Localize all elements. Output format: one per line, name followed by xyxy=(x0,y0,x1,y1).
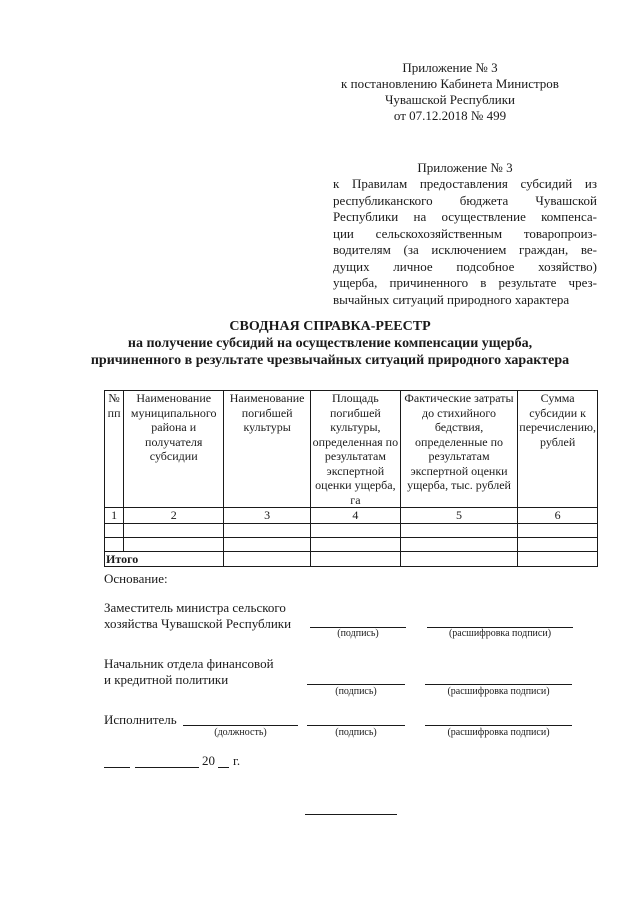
executor-signature-line xyxy=(307,725,405,726)
date-day-line xyxy=(104,767,130,768)
table-header-cell: Наименование муниципального района и получателя субсидии xyxy=(124,391,224,508)
closing-divider xyxy=(305,814,397,815)
column-number: 3 xyxy=(224,508,311,524)
table-cell xyxy=(518,523,598,537)
table-cell xyxy=(124,537,224,551)
table-cell xyxy=(124,523,224,537)
column-number: 6 xyxy=(518,508,598,524)
table-cell xyxy=(224,537,311,551)
table-cell xyxy=(224,523,311,537)
finance-signature-caption: (подпись) xyxy=(335,686,377,697)
table-cell xyxy=(105,523,124,537)
table-row xyxy=(105,523,598,537)
appendix-cabinet-line2: к постановлению Кабинета Министров xyxy=(341,76,559,91)
table-cell xyxy=(518,551,598,567)
table-cell xyxy=(518,537,598,551)
deputy-minister-line1: Заместитель министра сельского xyxy=(104,600,286,615)
executor-position-line xyxy=(183,725,298,726)
deputy-minister-line2: хозяйства Чувашской Республики xyxy=(104,616,292,631)
executor-decode-line xyxy=(425,725,572,726)
table-header-cell: Фактические затраты до стихийного бедствия, определенные по результатам экспертной оценки ущерба, тыс. рублей xyxy=(400,391,517,508)
appendix-cabinet-line4: от 07.12.2018 № 499 xyxy=(393,108,507,123)
appendix-rules-line: дущих личное подсобное хозяйство) xyxy=(333,258,597,274)
table-header-cell: Наименование погибшей культуры xyxy=(224,391,311,508)
appendix-cabinet-block xyxy=(300,60,600,124)
table-number-row xyxy=(105,508,598,524)
appendix-rules-line: Республики на осуществление компенса- xyxy=(333,209,597,224)
table-header-cell: № пп xyxy=(105,391,124,508)
table-cell xyxy=(400,523,517,537)
document-title-line2: на получение субсидий на осуществление компенсации ущерба, xyxy=(127,336,533,351)
appendix-rules-line: вычайных ситуаций природного характера xyxy=(333,291,570,307)
deputy-signature-caption: (подпись) xyxy=(337,628,379,639)
column-number: 2 xyxy=(124,508,224,524)
total-label: Итого xyxy=(105,551,224,567)
appendix-rules-title: Приложение № 3 xyxy=(417,160,513,175)
date-year-prefix: 20 xyxy=(202,753,215,768)
executor-decode-caption: (расшифровка подписи) xyxy=(447,727,550,738)
basis-label: Основание: xyxy=(104,571,168,586)
appendix-rules-line: к Правилам предоставления субсидий из xyxy=(333,176,597,191)
table-cell xyxy=(311,523,401,537)
document-title xyxy=(60,318,600,369)
column-number: 5 xyxy=(400,508,517,524)
appendix-rules-line: водителям (за исключением граждан, ве- xyxy=(333,242,597,257)
table-cell xyxy=(224,551,311,567)
appendix-rules-line: ции сельскохозяйственным товаропроиз- xyxy=(333,225,597,241)
column-number: 4 xyxy=(311,508,401,524)
appendix-rules-line: республиканского бюджета Чувашской xyxy=(333,192,597,208)
table-header-row xyxy=(105,391,598,508)
finance-signature-line xyxy=(307,684,405,685)
table-row xyxy=(105,537,598,551)
deputy-minister-position xyxy=(104,600,291,632)
finance-head-line2: и кредитной политики xyxy=(104,672,229,687)
table-total-row xyxy=(105,551,598,567)
finance-decode-caption: (расшифровка подписи) xyxy=(447,686,550,697)
date-month-line xyxy=(135,767,199,768)
appendix-rules-line: ущерба, причиненного в результате чрез- xyxy=(333,275,597,290)
table-header-cell: Площадь погибшей культуры, определенная по результатам экспертной оценки ущерба, га xyxy=(311,391,401,508)
column-number: 1 xyxy=(105,508,124,524)
finance-head-line1: Начальник отдела финансовой xyxy=(104,656,274,671)
finance-decode-line xyxy=(425,684,572,685)
appendix-rules-text xyxy=(333,176,597,308)
table-cell xyxy=(311,537,401,551)
executor-position-caption: (должность) xyxy=(214,727,267,738)
document-title-line3: причиненного в результате чрезвычайных ситуаций природного характера xyxy=(90,353,570,368)
table-cell xyxy=(105,537,124,551)
executor-label: Исполнитель xyxy=(104,712,177,727)
finance-head-position xyxy=(104,656,274,688)
appendix-cabinet-line1: Приложение № 3 xyxy=(402,60,498,75)
table-header-cell: Сумма субсидии к перечислению, рублей xyxy=(518,391,598,508)
table-cell xyxy=(400,551,517,567)
date-year-line xyxy=(218,767,229,768)
appendix-cabinet-line3: Чувашской Республики xyxy=(384,92,516,107)
document-title-line1: СВОДНАЯ СПРАВКА-РЕЕСТР xyxy=(229,319,431,334)
register-table xyxy=(104,390,598,567)
executor-signature-caption: (подпись) xyxy=(335,727,377,738)
table-cell xyxy=(311,551,401,567)
table-cell xyxy=(400,537,517,551)
date-year-suffix: г. xyxy=(233,753,241,768)
deputy-decode-caption: (расшифровка подписи) xyxy=(448,628,552,639)
